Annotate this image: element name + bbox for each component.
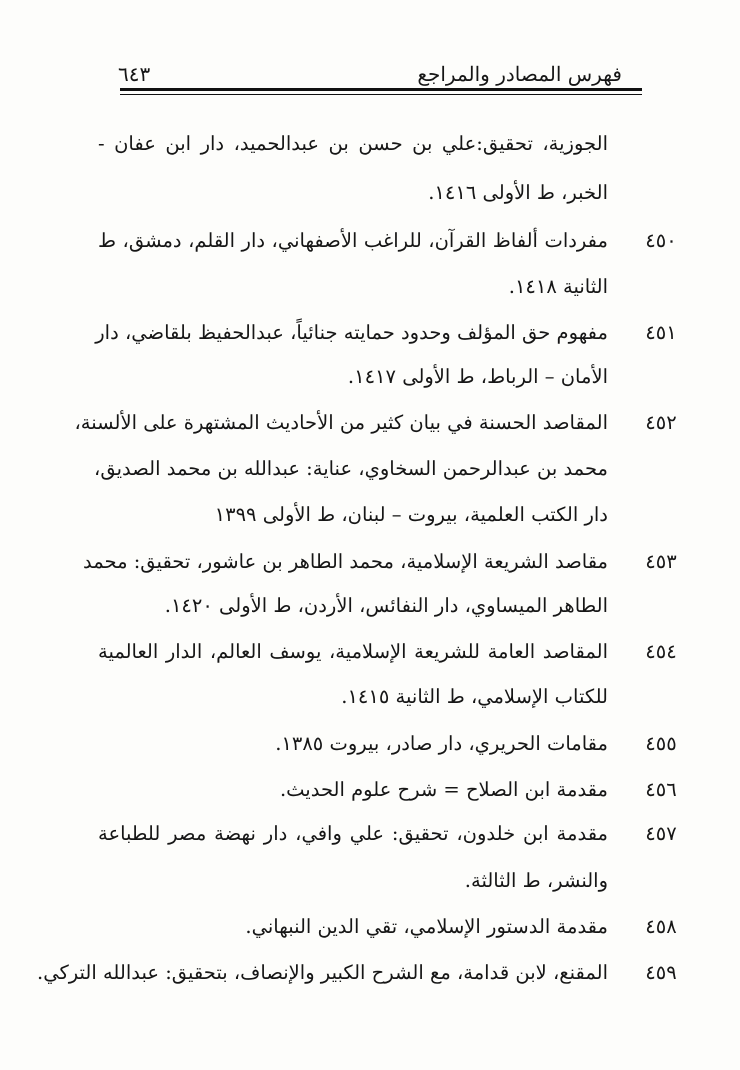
entry-number: ٤٥٦	[645, 778, 677, 801]
entry-line: المقنع، لابن قدامة، مع الشرح الكبير والإنصاف، بتحقيق: عبدالله التركي.	[37, 961, 608, 984]
entry-number: ٤٥٧	[645, 822, 677, 845]
header-rule-thin	[120, 94, 642, 95]
entry-line: محمد بن عبدالرحمن السخاوي، عناية: عبدالله بن محمد الصديق،	[94, 457, 608, 480]
entry-line: مفردات ألفاظ القرآن، للراغب الأصفهاني، دار القلم، دمشق، ط	[98, 229, 608, 252]
entry-number: ٤٥٠	[645, 229, 677, 252]
entry-line: للكتاب الإسلامي، ط الثانية ١٤١٥.	[341, 685, 608, 708]
entry-line: مقاصد الشريعة الإسلامية، محمد الطاهر بن عاشور، تحقيق: محمد	[82, 550, 608, 573]
entry-number: ٤٥١	[645, 321, 677, 344]
entry-line: الثانية ١٤١٨.	[508, 275, 608, 298]
running-header	[118, 50, 622, 86]
entry-line: الطاهر الميساوي، دار النفائس، الأردن، ط الأولى ١٤٢٠.	[164, 594, 608, 617]
entry-number: ٤٥٢	[645, 411, 677, 434]
entry-line: الأمان – الرباط، ط الأولى ١٤١٧.	[347, 365, 608, 388]
entry-line: الجوزية، تحقيق:علي بن حسن بن عبدالحميد، دار ابن عفان -	[98, 132, 608, 155]
header-rule-thick	[120, 88, 642, 91]
entry-line: مقدمة ابن الصلاح = شرح علوم الحديث.	[279, 778, 608, 801]
entry-line: الخبر، ط الأولى ١٤١٦.	[428, 181, 608, 204]
header-title: فهرس المصادر والمراجع	[417, 62, 622, 86]
entry-number: ٤٥٣	[645, 550, 677, 573]
entry-line: والنشر، ط الثالثة.	[464, 869, 608, 892]
entry-line: المقاصد العامة للشريعة الإسلامية، يوسف العالم، الدار العالمية	[98, 640, 609, 663]
entry-line: المقاصد الحسنة في بيان كثير من الأحاديث المشتهرة على الألسنة،	[74, 411, 608, 434]
page-number: ٦٤٣	[118, 62, 151, 86]
entry-number: ٤٥٤	[645, 640, 677, 663]
entry-line: مقامات الحريري، دار صادر، بيروت ١٣٨٥.	[275, 732, 608, 755]
entry-number: ٤٥٨	[645, 915, 677, 938]
entry-number: ٤٥٩	[645, 961, 677, 984]
entry-line: مقدمة الدستور الإسلامي، تقي الدين النبهاني.	[245, 915, 608, 938]
entry-number: ٤٥٥	[645, 732, 677, 755]
entry-line: مفهوم حق المؤلف وحدود حمايته جنائياً، عبدالحفيظ بلقاضي، دار	[95, 321, 608, 344]
entry-line: دار الكتب العلمية، بيروت – لبنان، ط الأولى ١٣٩٩	[214, 503, 608, 526]
entry-line: مقدمة ابن خلدون، تحقيق: علي وافي، دار نهضة مصر للطباعة	[98, 822, 608, 845]
